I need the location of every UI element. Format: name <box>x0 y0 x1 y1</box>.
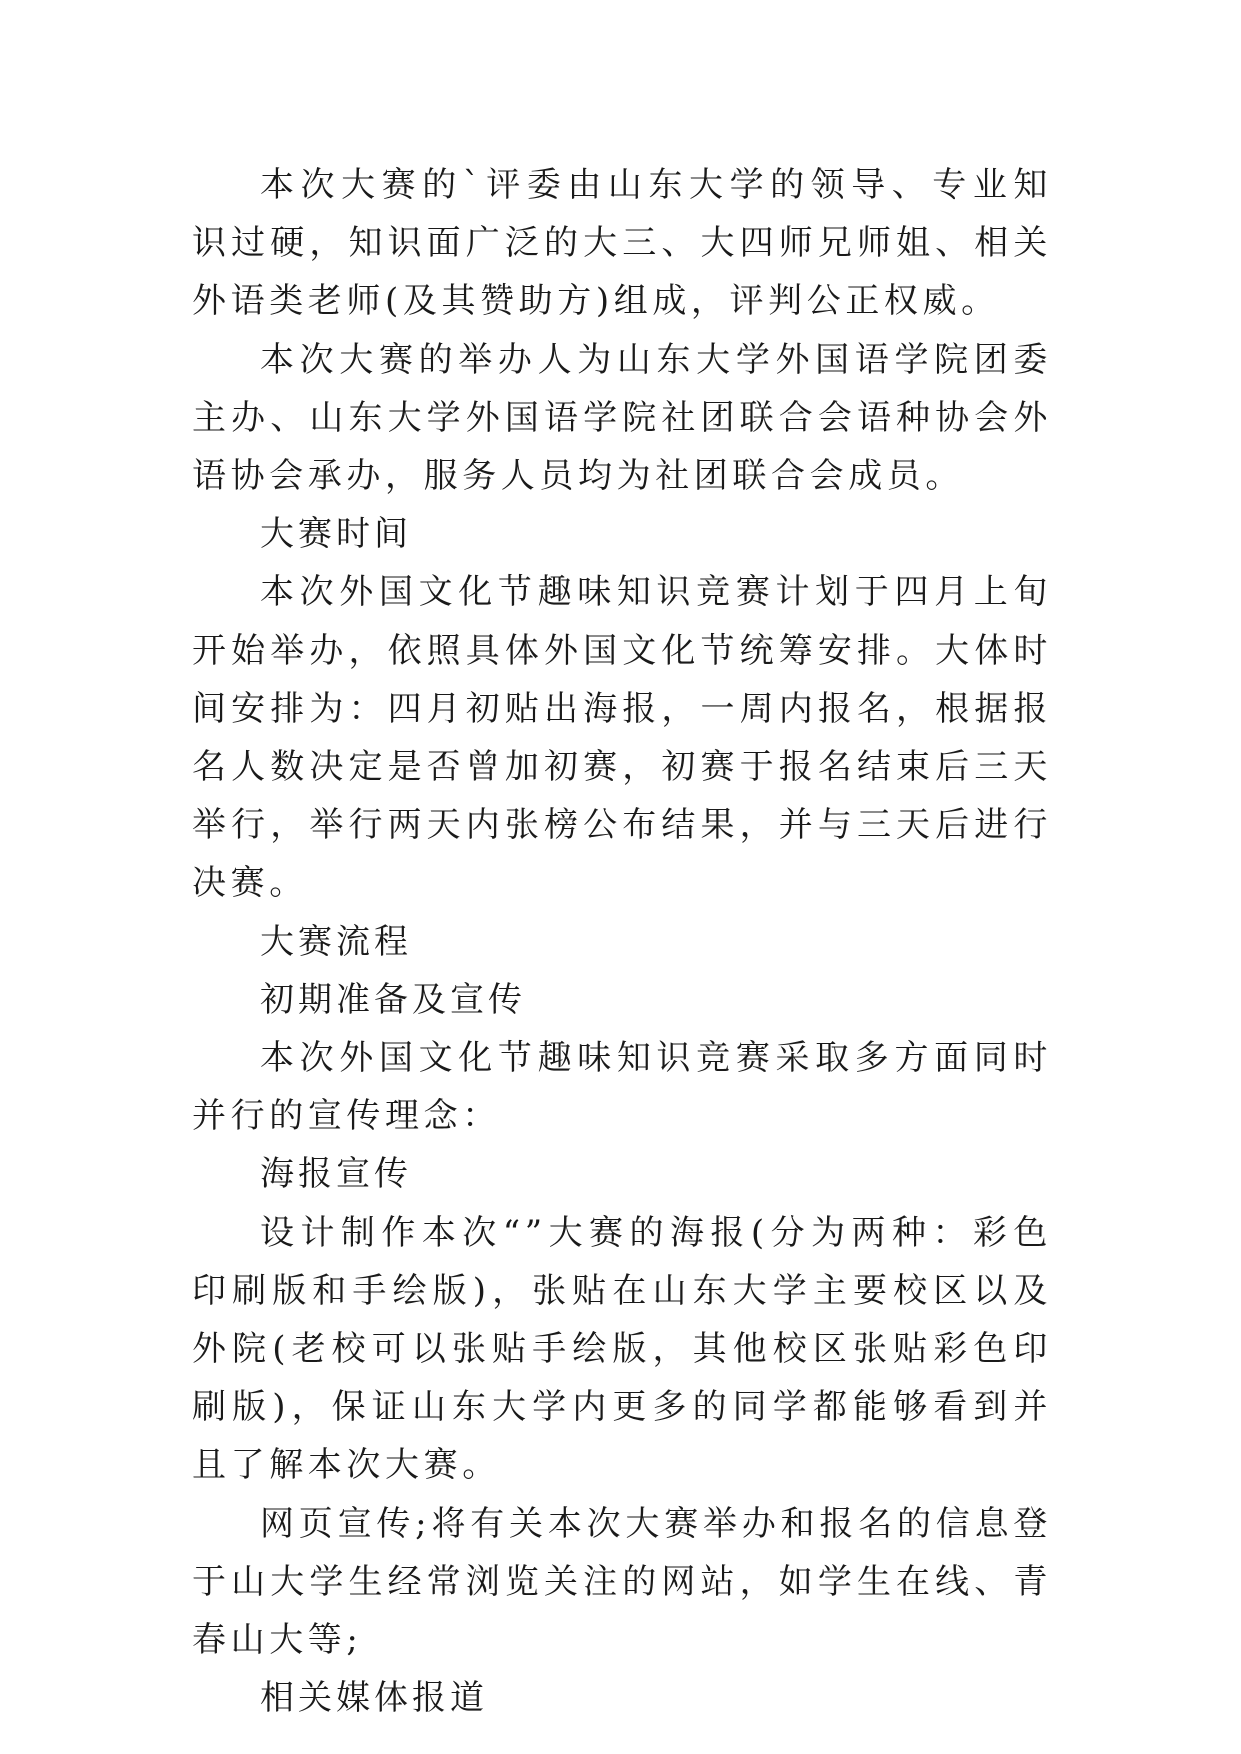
paragraph-poster-details: 设计制作本次“”大赛的海报(分为两种：彩色印刷版和手绘版)，张贴在山东大学主要校区以及外院(老校可以张贴手绘版，其他校区张贴彩色印刷版)，保证山东大学内更多的同学都能够看到并且了解本次大赛。 <box>192 1212 1052 1486</box>
heading-poster-publicity: 海报宣传 <box>260 1154 412 1195</box>
paragraph-schedule: 本次外国文化节趣味知识竞赛计划于四月上旬开始举办，依照具体外国文化节统筹安排。大体时间安排为：四月初贴出海报，一周内报名，根据报名人数决定是否曾加初赛，初赛于报名结束后三天举行，举行两天内张榜公布结果，并与三天后进行决赛。 <box>192 572 1052 904</box>
heading-preparation-publicity: 初期准备及宣传 <box>260 979 526 1020</box>
document-body <box>192 156 1052 1727</box>
paragraph-judges: 本次大赛的`评委由山东大学的领导、专业知识过硬，知识面广泛的大三、大四师兄师姐、相关外语类老师(及其赞助方)组成，评判公正权威。 <box>192 165 1052 322</box>
paragraph-web-publicity: 网页宣传;将有关本次大赛举办和报名的信息登于山大学生经常浏览关注的网站，如学生在线、青春山大等; <box>192 1503 1052 1661</box>
heading-competition-process: 大赛流程 <box>260 921 412 962</box>
paragraph-organizers: 本次大赛的举办人为山东大学外国语学院团委主办、山东大学外国语学院社团联合会语种协会外语协会承办，服务人员均为社团联合会成员。 <box>192 339 1052 497</box>
heading-competition-time: 大赛时间 <box>260 514 412 555</box>
heading-media-coverage: 相关媒体报道 <box>260 1678 488 1719</box>
paragraph-publicity-concept: 本次外国文化节趣味知识竞赛采取多方面同时并行的宣传理念： <box>192 1038 1052 1137</box>
